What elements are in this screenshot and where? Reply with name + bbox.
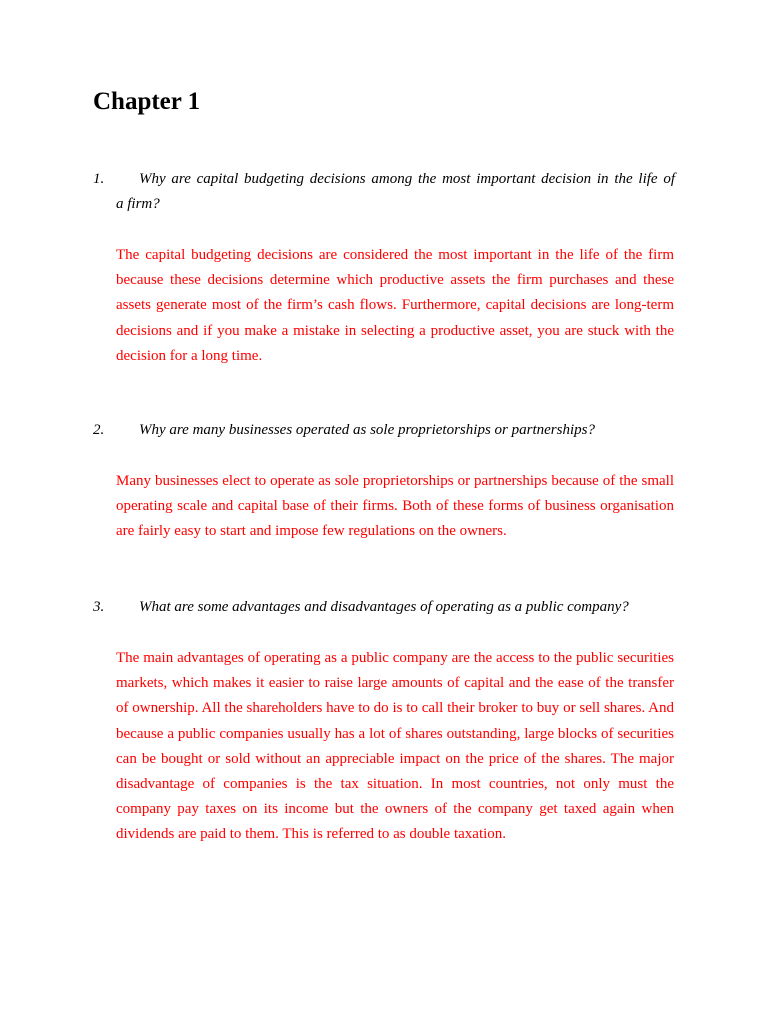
- answer-1: The capital budgeting decisions are considered the most important in the life of the firm because these decisions determine which productive assets the firm purchases and these assets generate most of the firm’s cash flows. Furthermore, capital decisions are long-term decisions and if you make a mistake in selecting a productive asset, you are stuck with the decision for a long time.: [116, 247, 674, 364]
- answer-3: The main advantages of operating as a public company are the access to the public securities markets, which makes it easier to raise large amounts of capital and the ease of the transfer of ownership. All the shareholders have to do is to call their broker to buy or sell shares. And because a public companies usually has a lot of shares outstanding, large blocks of securities can be bought or sold without an appreciable impact on the price of the shares. The major disadvantage of companies is the tax situation. In most countries, not only must the company pay taxes on its income but the owners of the company get taxed again when dividends are paid to them. This is referred to as double taxation.: [116, 650, 674, 843]
- question-3: [93, 595, 675, 620]
- question-1: [93, 167, 675, 217]
- question-2: [93, 418, 675, 443]
- question-text-continued: a firm?: [116, 196, 160, 212]
- question-number: 2.: [93, 422, 105, 438]
- question-number: 3.: [93, 599, 105, 615]
- question-text: Why are many businesses operated as sole proprietorships or partnerships?: [139, 422, 595, 438]
- answer-2: Many businesses elect to operate as sole proprietorships or partnerships because of the small operating scale and capital base of their firms. Both of these forms of business organisation are fairly easy to start and impose few regulations on the owners.: [116, 473, 674, 540]
- chapter-title: Chapter 1: [93, 88, 201, 115]
- question-text: Why are capital budgeting decisions among the most important decision in the life of: [139, 171, 675, 187]
- question-text: What are some advantages and disadvantages of operating as a public company?: [139, 599, 629, 615]
- question-number: 1.: [93, 171, 105, 187]
